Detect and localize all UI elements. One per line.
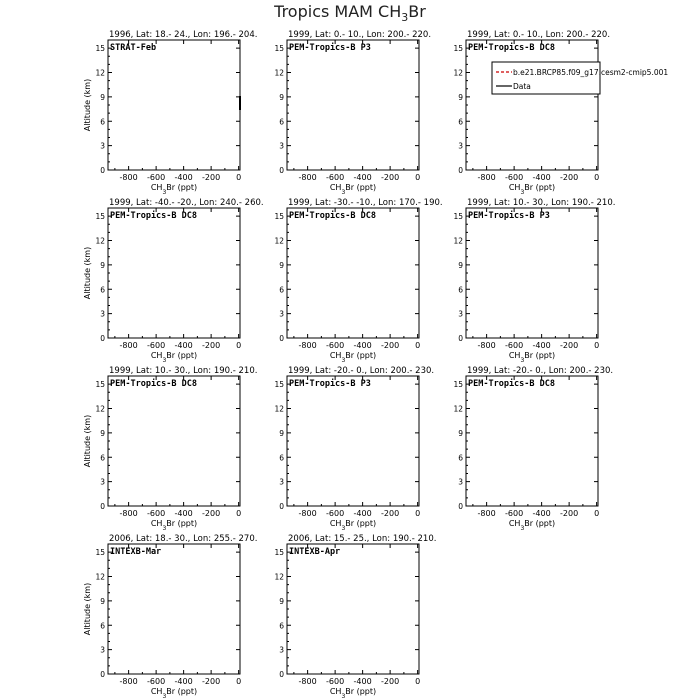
x-tick-label: 0 (594, 341, 600, 350)
y-tick-label: 15 (453, 44, 463, 54)
y-tick-label: 12 (95, 572, 105, 582)
y-tick-label: 9 (279, 428, 284, 438)
campaign-label: PEM-Tropics-B DC8 (110, 379, 197, 389)
panel-6 (453, 198, 615, 364)
x-tick-label: -800 (119, 509, 138, 518)
plot-frame (287, 376, 419, 506)
x-tick-label: -800 (477, 341, 496, 350)
x-axis-label: $CH_3Br$ (ppt) (150, 519, 198, 532)
y-tick-label: 15 (453, 212, 463, 222)
x-tick-label: -400 (353, 341, 372, 350)
panel-10 (83, 534, 257, 700)
y-tick-label: 9 (100, 596, 105, 606)
y-tick-label: 6 (279, 285, 284, 295)
y-axis-label: Altitude (km) (83, 78, 92, 132)
y-tick-label: 0 (458, 334, 463, 343)
y-tick-label: 9 (279, 92, 284, 102)
y-tick-label: 3 (279, 477, 284, 487)
y-tick-label: 6 (100, 453, 105, 463)
x-tick-label: -200 (202, 677, 221, 686)
x-tick-label: -200 (202, 173, 221, 182)
x-tick-label: -200 (381, 341, 400, 350)
x-tick-label: -400 (353, 173, 372, 182)
x-tick-label: -400 (174, 173, 193, 182)
panel-3 (453, 30, 610, 196)
y-tick-label: 15 (95, 212, 105, 222)
plot-frame (108, 208, 240, 338)
x-tick-label: -800 (298, 677, 317, 686)
y-tick-label: 9 (100, 428, 105, 438)
x-axis-label: $CH_3Br$ (ppt) (329, 687, 377, 700)
panel-header: 1999, Lat: 10.- 30., Lon: 190.- 210. (109, 366, 258, 376)
y-tick-label: 9 (458, 260, 463, 270)
y-tick-label: 3 (458, 141, 463, 151)
y-tick-label: 9 (100, 260, 105, 270)
x-tick-label: -600 (147, 341, 166, 350)
x-tick-label: 0 (415, 509, 421, 518)
panel-header: 2006, Lat: 18.- 30., Lon: 255.- 270. (109, 534, 258, 544)
campaign-label: PEM-Tropics-B P3 (289, 379, 371, 389)
y-tick-label: 0 (279, 334, 284, 343)
x-axis-label: $CH_3Br$ (ppt) (508, 351, 556, 364)
y-tick-label: 12 (274, 404, 284, 414)
x-tick-label: -600 (326, 677, 345, 686)
y-tick-label: 3 (100, 645, 105, 655)
y-tick-label: 3 (100, 477, 105, 487)
y-tick-label: 6 (100, 117, 105, 127)
panel-8 (274, 366, 434, 532)
plot-frame (466, 40, 598, 170)
x-axis-label: $CH_3Br$ (ppt) (150, 687, 198, 700)
x-tick-label: -600 (147, 509, 166, 518)
y-tick-label: 6 (279, 453, 284, 463)
y-tick-label: 9 (100, 92, 105, 102)
y-tick-label: 12 (274, 572, 284, 582)
y-tick-label: 12 (453, 404, 463, 414)
y-tick-label: 0 (279, 670, 284, 679)
y-tick-label: 6 (458, 453, 463, 463)
y-axis-label: Altitude (km) (83, 414, 92, 468)
campaign-label: PEM-Tropics-B DC8 (468, 43, 555, 53)
x-tick-label: -200 (202, 509, 221, 518)
x-axis-label: $CH_3Br$ (ppt) (329, 519, 377, 532)
panel-header: 1999, Lat: 0.- 10., Lon: 200.- 220. (467, 30, 611, 40)
panel-4 (83, 198, 264, 364)
x-tick-label: -400 (353, 677, 372, 686)
y-tick-label: 0 (100, 334, 105, 343)
x-tick-label: 0 (594, 173, 600, 182)
x-tick-label: -600 (505, 509, 524, 518)
x-tick-label: -800 (119, 173, 138, 182)
x-tick-label: 0 (415, 173, 421, 182)
y-tick-label: 3 (100, 309, 105, 319)
x-tick-label: -200 (202, 341, 221, 350)
y-tick-label: 12 (453, 68, 463, 78)
y-tick-label: 0 (100, 502, 105, 511)
x-tick-label: -600 (326, 173, 345, 182)
plot-frame (108, 40, 240, 170)
y-tick-label: 12 (453, 236, 463, 246)
y-tick-label: 15 (95, 548, 105, 558)
y-tick-label: 3 (100, 141, 105, 151)
x-axis-label: $CH_3Br$ (ppt) (508, 519, 556, 532)
x-tick-label: -400 (174, 341, 193, 350)
campaign-label: PEM-Tropics-B DC8 (468, 379, 555, 389)
y-tick-label: 9 (279, 260, 284, 270)
campaign-label: PEM-Tropics-B DC8 (289, 211, 376, 221)
panel-header: 1999, Lat: -30.- -10., Lon: 170.- 190. (288, 198, 443, 208)
plot-frame (287, 544, 419, 674)
y-tick-label: 9 (458, 428, 463, 438)
x-tick-label: 0 (594, 509, 600, 518)
x-tick-label: -800 (477, 509, 496, 518)
y-tick-label: 15 (95, 380, 105, 390)
plot-frame (466, 208, 598, 338)
legend (492, 62, 668, 94)
x-tick-label: -200 (560, 341, 579, 350)
x-tick-label: 0 (236, 677, 242, 686)
x-tick-label: 0 (236, 341, 242, 350)
panel-header: 1996, Lat: 18.- 24., Lon: 196.- 204. (109, 30, 258, 40)
y-tick-label: 15 (274, 212, 284, 222)
plot-frame (108, 376, 240, 506)
panel-9 (453, 366, 613, 532)
plot-frame (466, 376, 598, 506)
campaign-label: PEM-Tropics-B P3 (468, 211, 550, 221)
x-tick-label: -400 (174, 677, 193, 686)
panel-2 (274, 30, 431, 196)
figure-title: Tropics MAM $CH_3Br$ (274, 2, 426, 25)
y-tick-label: 15 (274, 44, 284, 54)
y-tick-label: 3 (458, 477, 463, 487)
y-axis-label: Altitude (km) (83, 246, 92, 300)
legend-label: Data (513, 82, 531, 91)
panel-1 (83, 30, 257, 196)
y-tick-label: 0 (279, 166, 284, 175)
x-tick-label: -200 (381, 173, 400, 182)
panel-11 (274, 534, 436, 700)
x-tick-label: 0 (415, 341, 421, 350)
campaign-label: PEM-Tropics-B P3 (289, 43, 371, 53)
x-tick-label: -200 (560, 173, 579, 182)
x-tick-label: -400 (353, 509, 372, 518)
legend-box (492, 62, 600, 94)
legend-label: b.e21.BRCP85.f09_g17.cesm2-cmip5.001 (513, 68, 669, 77)
y-tick-label: 0 (458, 166, 463, 175)
x-tick-label: -400 (532, 341, 551, 350)
y-tick-label: 12 (274, 68, 284, 78)
y-tick-label: 15 (95, 44, 105, 54)
y-tick-label: 6 (458, 117, 463, 127)
panel-header: 1999, Lat: 10.- 30., Lon: 190.- 210. (467, 198, 616, 208)
y-tick-label: 12 (95, 404, 105, 414)
x-axis-label: $CH_3Br$ (ppt) (508, 183, 556, 196)
x-tick-label: -400 (174, 509, 193, 518)
campaign-label: INTEXB-Mar (110, 547, 162, 557)
x-tick-label: -600 (147, 677, 166, 686)
x-axis-label: $CH_3Br$ (ppt) (150, 351, 198, 364)
campaign-label: PEM-Tropics-B DC8 (110, 211, 197, 221)
panel-header: 1999, Lat: 0.- 10., Lon: 200.- 220. (288, 30, 432, 40)
y-tick-label: 12 (95, 68, 105, 78)
panel-header: 1999, Lat: -20.- 0., Lon: 200.- 230. (288, 366, 435, 376)
y-tick-label: 15 (274, 380, 284, 390)
y-tick-label: 12 (274, 236, 284, 246)
x-axis-label: $CH_3Br$ (ppt) (329, 351, 377, 364)
x-tick-label: -600 (505, 341, 524, 350)
y-tick-label: 3 (279, 141, 284, 151)
y-tick-label: 12 (95, 236, 105, 246)
x-tick-label: -200 (381, 677, 400, 686)
campaign-label: INTEXB-Apr (289, 547, 341, 557)
x-tick-label: -800 (119, 341, 138, 350)
x-tick-label: -800 (298, 509, 317, 518)
x-tick-label: -800 (477, 173, 496, 182)
x-tick-label: -200 (560, 509, 579, 518)
x-tick-label: 0 (415, 677, 421, 686)
y-tick-label: 15 (453, 380, 463, 390)
x-tick-label: 0 (236, 509, 242, 518)
x-tick-label: -800 (298, 341, 317, 350)
y-tick-label: 0 (458, 502, 463, 511)
panel-5 (274, 198, 442, 364)
x-tick-label: -800 (119, 677, 138, 686)
x-axis-label: $CH_3Br$ (ppt) (150, 183, 198, 196)
x-tick-label: -600 (505, 173, 524, 182)
y-tick-label: 6 (100, 285, 105, 295)
x-tick-label: -400 (532, 173, 551, 182)
x-tick-label: -600 (326, 341, 345, 350)
panel-header: 1999, Lat: -40.- -20., Lon: 240.- 260. (109, 198, 264, 208)
y-tick-label: 6 (279, 117, 284, 127)
y-tick-label: 6 (100, 621, 105, 631)
x-tick-label: 0 (236, 173, 242, 182)
y-tick-label: 3 (279, 645, 284, 655)
y-tick-label: 9 (279, 596, 284, 606)
y-tick-label: 3 (458, 309, 463, 319)
x-tick-label: -400 (532, 509, 551, 518)
panel-7 (83, 366, 257, 532)
panel-header: 1999, Lat: -20.- 0., Lon: 200.- 230. (467, 366, 614, 376)
y-tick-label: 0 (100, 670, 105, 679)
y-tick-label: 0 (100, 166, 105, 175)
y-tick-label: 0 (279, 502, 284, 511)
y-tick-label: 6 (458, 285, 463, 295)
y-tick-label: 15 (274, 548, 284, 558)
plot-frame (287, 40, 419, 170)
panel-header: 2006, Lat: 15.- 25., Lon: 190.- 210. (288, 534, 437, 544)
x-axis-label: $CH_3Br$ (ppt) (329, 183, 377, 196)
y-tick-label: 9 (458, 92, 463, 102)
x-tick-label: -800 (298, 173, 317, 182)
x-tick-label: -600 (326, 509, 345, 518)
y-axis-label: Altitude (km) (83, 582, 92, 636)
campaign-label: STRAT-Feb (110, 43, 157, 53)
x-tick-label: -600 (147, 173, 166, 182)
plot-frame (287, 208, 419, 338)
y-tick-label: 3 (279, 309, 284, 319)
y-tick-label: 6 (279, 621, 284, 631)
x-tick-label: -200 (381, 509, 400, 518)
plot-frame (108, 544, 240, 674)
